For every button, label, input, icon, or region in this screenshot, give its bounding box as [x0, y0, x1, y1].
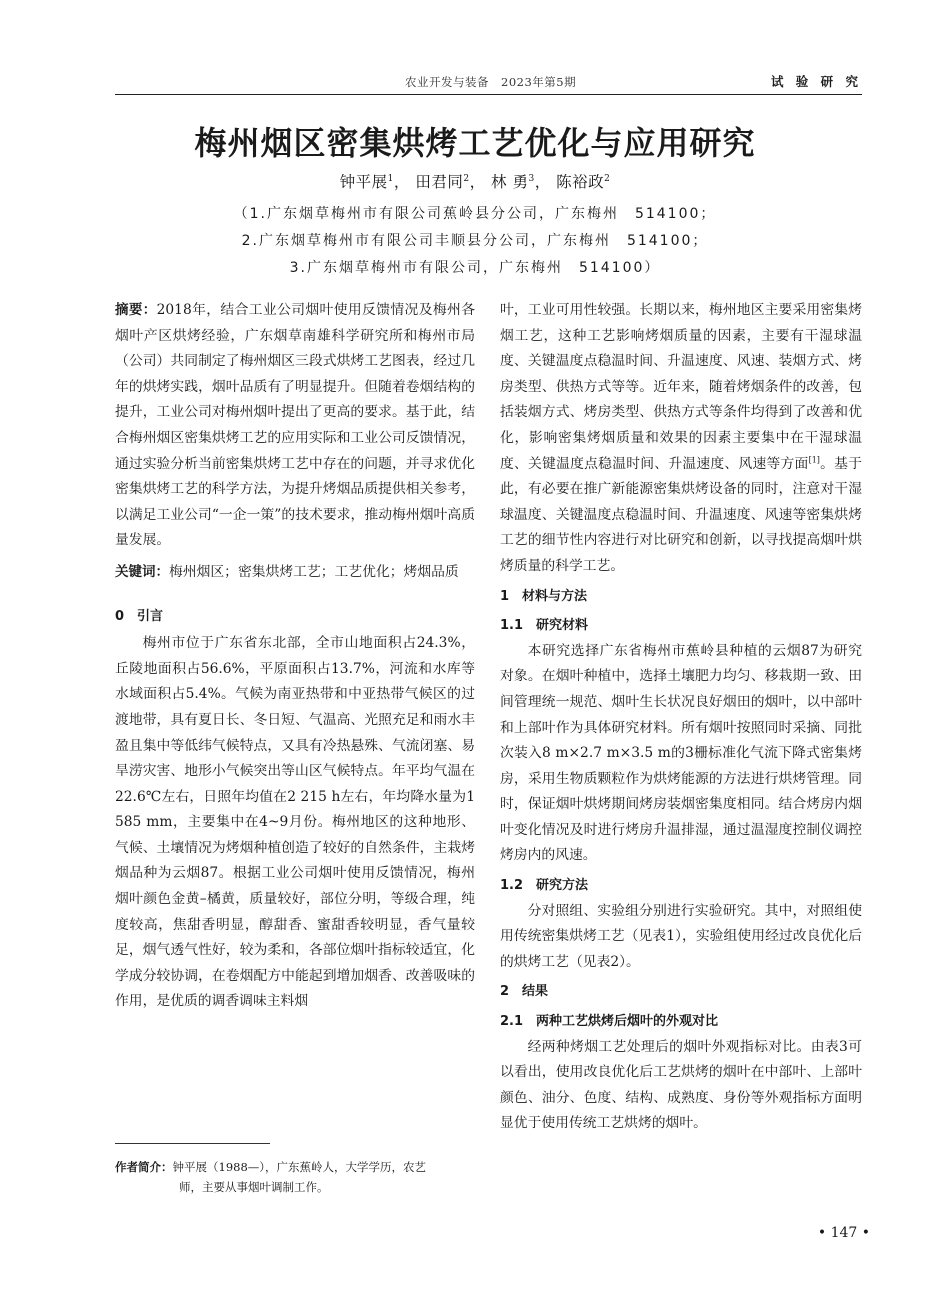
abstract-label: 摘要： [115, 302, 157, 318]
running-header [115, 72, 862, 94]
intro-text: 叶，工业可用性较强。长期以来，梅州地区主要采用密集烤烟工艺，这种工艺影响烤烟质量的因素，主要有干湿球温度、关键温度点稳温时间、升温速度、风速、装烟方式、烤房类型、供热方式等等。近年来，随着烤烟条件的改善，包括装烟方式、烤房类型、供热方式等条件均得到了改善和优化，影响密集烤烟质量和效果的因素主要集中在干湿球温度、关键温度点稳温时间、升温速度、风速等方面 [500, 302, 862, 472]
right-column [500, 298, 862, 1137]
results-paragraph: 经两种烤烟工艺处理后的烟叶外观指标对比。由表3可以看出，使用改良优化后工艺烘烤的烟叶在中部叶、上部叶颜色、油分、色度、结构、成熟度、身份等外观指标方面明显优于使用传统工艺烘烤的烟叶。 [500, 1038, 862, 1132]
author-affil-sup: 2 [604, 173, 611, 184]
author-affil-sup: 2 [463, 173, 470, 184]
footnote-label: 作者简介： [115, 1160, 173, 1174]
affiliation-line: 2.广东烟草梅州市有限公司丰顺县分公司，广东梅州 514100； [241, 233, 709, 249]
section-heading-1: 1 材料与方法 [500, 588, 588, 604]
materials-paragraph: 本研究选择广东省梅州市蕉岭县种植的云烟87为研究对象。在烟叶种植中，选择土壤肥力均匀、移栽期一致、田间管理统一规范、烟叶生长状况良好烟田的烟叶，以中部叶和上部叶作为具体研究材料。所有烟叶按照同时采摘、同批次装入8 m×2.7 m×3.5 m的3栅标准化气流下降式密集烤房，采用生物质颗粒作为烘烤能源的方法进行烘烤管理。同时，保证烟叶烘烤期间烤房装烟密集度相同。结合烤房内烟叶变化情况及时进行烤房升温排湿，通过温湿度控制仪调控烤房内的风速。 [500, 642, 862, 864]
author-affil-sup: 1 [387, 173, 394, 184]
intro-paragraph: 梅州市位于广东省东北部，全市山地面积占24.3%，丘陵地面积占56.6%，平原面积占13.7%，河流和水库等水域面积占5.4%。气候为南亚热带和中亚热带气候区的过渡地带，具有夏日长、冬日短、气温高、光照充足和雨水丰盈且集中等低纬气候特点，又具有冷热悬殊、气流闭塞、易旱涝灾害、地形小气候突出等山区气候特点。年平均气温在22.6℃左右，日照年均值在2 215 h左右，年均降水量为1 585 mm，主要集中在4~9月份。梅州地区的这种地形、气候、土壤情况为烤烟种植创造了较好的自然条件，主栽烤烟品种为云烟87。根据工业公司烟叶使用反馈情况，梅州烟叶颜色金黄–橘黄，质量较好，部位分明，等级合理，纯度较高，焦甜香明显，醇甜香、蜜甜香较明显，香气量较足，烟气透气性好，较为柔和，各部位烟叶指标较适宜，化学成分较协调，在卷烟配方中能起到增加烟香、改善吸味的作用，是优质的调香调味主料烟 [115, 635, 475, 1010]
author-footnote [115, 1157, 475, 1197]
spacer [115, 586, 475, 604]
author-list [0, 170, 950, 192]
subsection-heading-1-1: 1.1 研究材料 [500, 618, 589, 634]
journal-info: 农业开发与装备 2023年第5期 [405, 75, 577, 89]
author-name: 田君同 [415, 173, 464, 191]
footnote-text: 师，主要从事烟叶调制工作。 [179, 1180, 329, 1194]
citation-ref: [1] [808, 454, 820, 464]
affiliation-line: 3.广东烟草梅州市有限公司，广东梅州 514100） [289, 260, 661, 276]
page-number: • 147 • [817, 1225, 870, 1241]
section-tag: 试 验 研 究 [770, 74, 862, 89]
author-separator: ， [393, 173, 410, 191]
author-name: 林 勇 [491, 173, 529, 191]
author-affil-sup: 3 [528, 173, 535, 184]
keywords-text: 梅州烟区；密集烘烤工艺；工艺优化；烤烟品质 [169, 563, 459, 580]
intro-text: 。基于此，有必要在推广新能源密集烘烤设备的同时，注意对干湿球温度、关键温度点稳温时间、升温速度、风速等密集烘烤工艺的细节性内容进行对比研究和创新，以寻找提高烟叶烘烤质量的科学工艺。 [500, 455, 863, 574]
keywords-label: 关键词： [115, 563, 169, 580]
section-heading-0: 0 引言 [115, 608, 164, 624]
intro-paragraph-continued [500, 298, 862, 580]
keywords [115, 560, 475, 586]
section-heading-2: 2 结果 [500, 984, 549, 1000]
methods-paragraph: 分对照组、实验组分别进行实验研究。其中，对照组使用传统密集烘烤工艺（见表1），实验组使用经过改良优化后的烘烤工艺（见表2）。 [500, 902, 862, 970]
author-name: 陈裕政 [556, 173, 605, 191]
affiliation-line: （1.广东烟草梅州市有限公司蕉岭县分公司，广东梅州 514100； [233, 206, 717, 222]
subsection-heading-1-2: 1.2 研究方法 [500, 878, 589, 894]
footnote-rule [115, 1143, 270, 1144]
footnote-text: 钟平展（1988—），广东蕉岭人，大学学历，农艺 [172, 1160, 427, 1174]
header-rule [115, 94, 862, 95]
abstract [115, 298, 475, 554]
abstract-text: 2018年，结合工业公司烟叶使用反馈情况及梅州各烟叶产区烘烤经验，广东烟草南雄科学研究所和梅州市局（公司）共同制定了梅州烟区三段式烘烤工艺图表，经过几年的烘烤实践，烟叶品质有了明显提升。但随着卷烟结构的提升，工业公司对梅州烟叶提出了更高的要求。基于此，结合梅州烟区密集烘烤工艺的应用实际和工业公司反馈情况，通过实验分析当前密集烘烤工艺中存在的问题，并寻求优化密集烘烤工艺的科学方法，为提升烤烟品质提供相关参考，以满足工业公司“一企一策”的技术要求，推动梅州烟叶高质量发展。 [115, 302, 475, 549]
author-separator: ， [534, 173, 551, 191]
paper-title: 梅州烟区密集烘烤工艺优化与应用研究 [194, 124, 756, 162]
left-column [115, 298, 475, 1015]
author-separator: ， [469, 173, 486, 191]
author-name: 钟平展 [339, 173, 388, 191]
subsection-heading-2-1: 2.1 两种工艺烘烤后烟叶的外观对比 [500, 1014, 719, 1030]
